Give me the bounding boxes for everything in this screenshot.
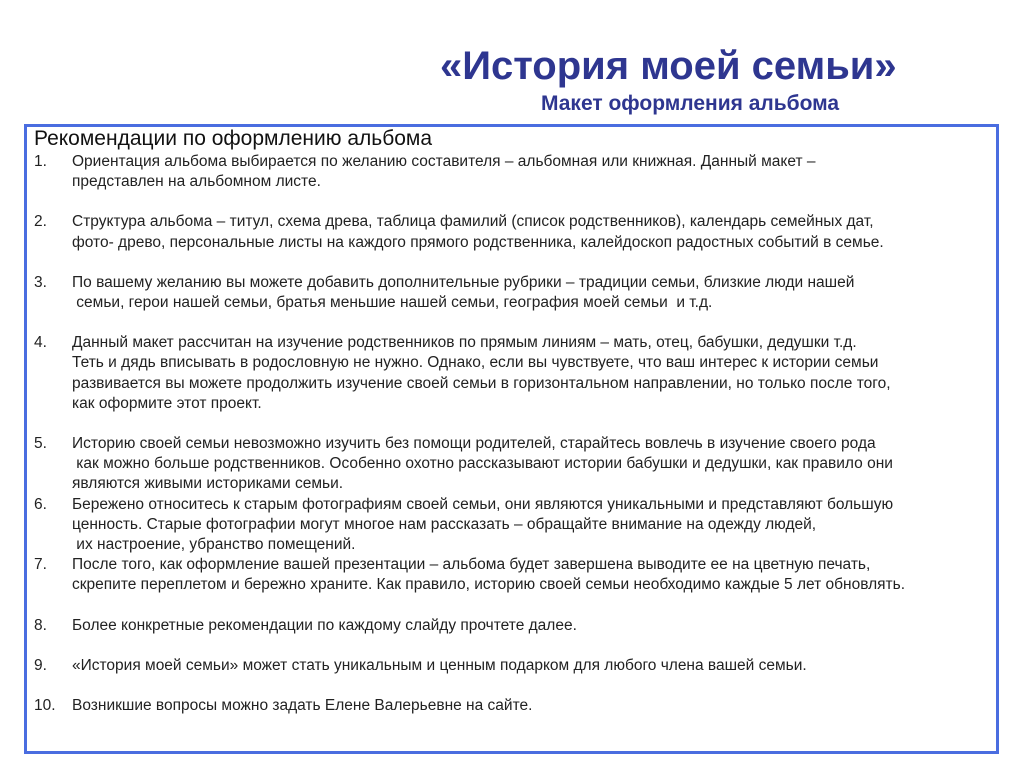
item-number: 3. xyxy=(34,273,47,291)
item-text xyxy=(72,555,996,595)
list-item-5 xyxy=(34,434,996,495)
item-line: семьи, герои нашей семьи, братья меньшие нашей семьи, география моей семьи и т.д. xyxy=(72,294,713,312)
list-item-9 xyxy=(34,656,996,676)
item-line: развивается вы можете продолжить изучение своей семьи в горизонтальном направлении, но только после того, xyxy=(72,374,891,392)
item-number: 2. xyxy=(34,213,47,231)
item-text xyxy=(72,273,996,313)
item-text xyxy=(72,495,996,556)
item-number: 6. xyxy=(34,495,47,513)
item-line: Данный макет рассчитан на изучение родственников по прямым линиям – мать, отец, бабушки, дедушки т.д. xyxy=(72,334,857,352)
recommendations-heading: Рекомендации по оформлению альбома xyxy=(34,127,433,150)
item-line: Структура альбома – титул, схема древа, таблица фамилий (список родственников), календарь семейных дат, xyxy=(72,213,874,231)
item-line: Ориентация альбома выбирается по желанию составителя – альбомная или книжная. Данный макет – xyxy=(72,153,816,170)
item-number: 9. xyxy=(34,656,47,674)
list-item-7 xyxy=(34,555,996,595)
item-line: Более конкретные рекомендации по каждому слайду прочтете далее. xyxy=(72,616,577,634)
item-number: 1. xyxy=(34,153,47,170)
item-line: как можно больше родственников. Особенно охотно рассказывают истории бабушки и дедушки, как правило они xyxy=(72,455,893,473)
item-line: фото- древо, персональные листы на каждого прямого родственника, калейдоскоп радостных событий в семье. xyxy=(72,233,884,251)
list-item-8 xyxy=(34,616,996,636)
item-line: являются живыми историками семьи. xyxy=(72,475,344,493)
item-number: 5. xyxy=(34,435,47,453)
item-line: скрепите переплетом и бережно храните. Как правило, историю своей семьи необходимо каждые 5 лет обновлять. xyxy=(72,576,906,594)
item-text xyxy=(72,434,996,495)
item-line: «История моей семьи» может стать уникальным и ценным подарком для любого члена вашей семьи. xyxy=(72,656,807,674)
item-text xyxy=(72,152,996,192)
item-line: После того, как оформление вашей презентации – альбома будет завершена выводите ее на цветную печать, xyxy=(72,556,871,574)
item-line: Бережено относитесь к старым фотографиям своей семьи, они являются уникальными и представляют большую xyxy=(72,495,894,513)
page-title: «История моей семьи» xyxy=(440,44,897,88)
item-line: представлен на альбомном листе. xyxy=(72,173,321,191)
item-text xyxy=(72,333,996,414)
item-line: Историю своей семьи невозможно изучить без помощи родителей, старайтесь вовлечь в изучение своего рода xyxy=(72,435,876,453)
list-item-10 xyxy=(34,696,996,716)
item-line: их настроение, убранство помещений. xyxy=(72,536,356,554)
list-item-2 xyxy=(34,212,996,252)
item-line: Возникшие вопросы можно задать Елене Валерьевне на сайте. xyxy=(72,697,533,715)
item-line: Теть и дядь вписывать в родословную не нужно. Однако, если вы чувствуете, что ваш интерес к истории семьи xyxy=(72,354,879,372)
item-line: как оформите этот проект. xyxy=(72,394,262,412)
item-line: По вашему желанию вы можете добавить дополнительные рубрики – традиции семьи, близкие люди нашей xyxy=(72,273,855,291)
item-number: 4. xyxy=(34,334,47,352)
item-number: 10. xyxy=(34,697,56,715)
item-text xyxy=(72,212,996,252)
item-text xyxy=(72,616,996,636)
list-item-3 xyxy=(34,273,996,313)
page-subtitle: Макет оформления альбома xyxy=(541,92,840,115)
item-number: 8. xyxy=(34,616,47,634)
list-item-1 xyxy=(34,152,996,192)
list-item-4 xyxy=(34,333,996,414)
item-text xyxy=(72,696,996,716)
recommendations-list xyxy=(34,152,996,716)
item-number: 7. xyxy=(34,556,47,574)
item-line: ценность. Старые фотографии могут многое нам рассказать – обращайте внимание на одежду людей, xyxy=(72,515,817,533)
list-item-6 xyxy=(34,495,996,556)
item-text xyxy=(72,656,996,676)
